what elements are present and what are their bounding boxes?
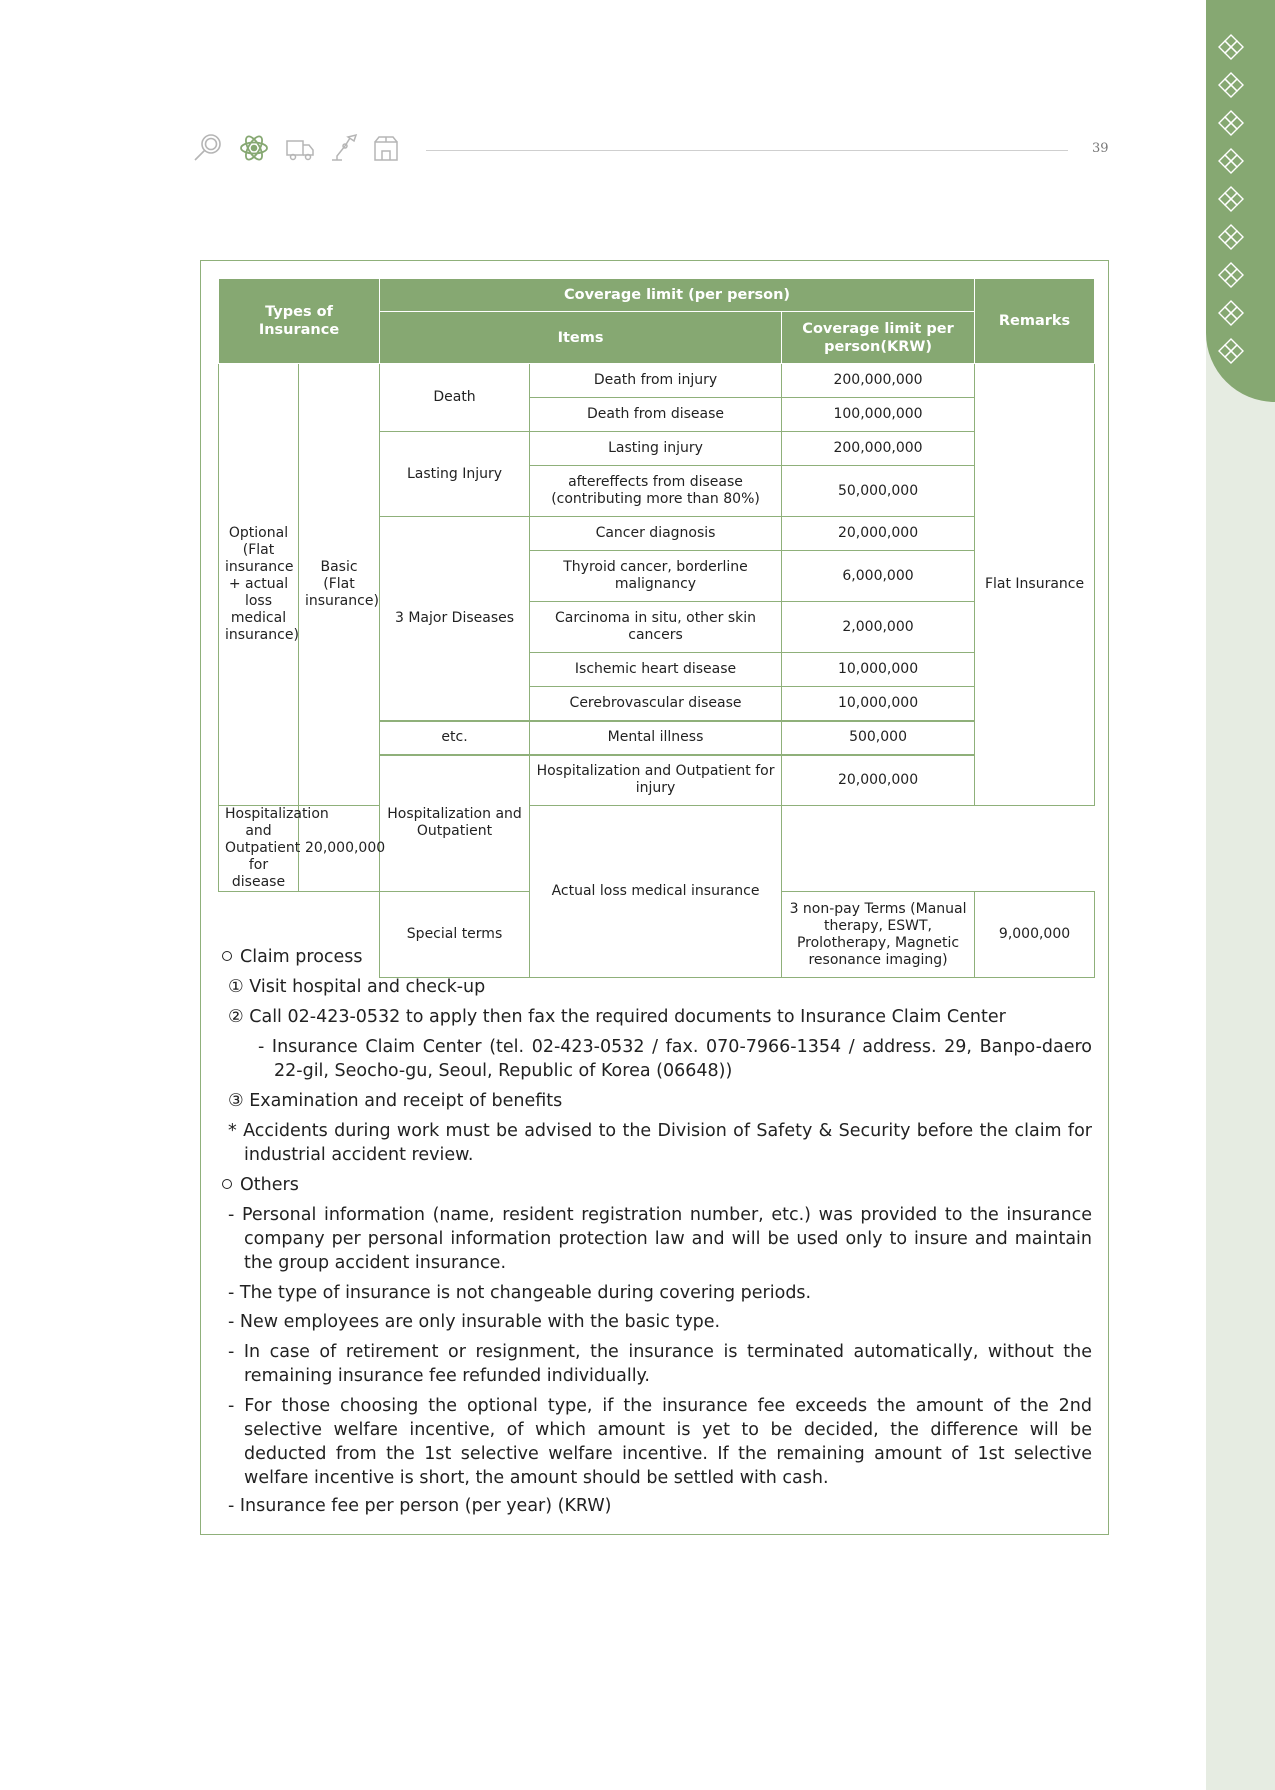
limit-cell: 50,000,000 <box>782 466 975 517</box>
claim-step-3: ③ Examination and receipt of benefits <box>228 1091 563 1111</box>
ornament-icon <box>1218 34 1244 60</box>
header-rule <box>426 150 1068 151</box>
item-cell: Hospitalization and Outpatient for disease <box>219 806 299 892</box>
limit-cell: 6,000,000 <box>782 551 975 602</box>
building-icon <box>370 132 402 164</box>
item-cell: Death from injury <box>530 364 782 398</box>
limit-cell: 9,000,000 <box>975 892 1095 978</box>
ornament-icon <box>1218 224 1244 250</box>
others-item: - Personal information (name, resident registration number, etc.) was provided to the insurance company per personal information protection law and will be used only to insure and maintain the group accident insurance. <box>228 1205 1092 1273</box>
limit-cell: 20,000,000 <box>782 755 975 806</box>
item-cell: Lasting injury <box>530 432 782 466</box>
category-major-diseases: 3 Major Diseases <box>380 517 530 721</box>
ornament-icon <box>1218 262 1244 288</box>
category-lasting-injury: Lasting Injury <box>380 432 530 517</box>
header-coverage-limit-group: Coverage limit (per person) <box>380 279 975 312</box>
circle-bullet-icon <box>222 951 232 961</box>
remark-flat-insurance: Flat Insurance <box>975 364 1095 806</box>
others-item: - New employees are only insurable with the basic type. <box>228 1312 721 1332</box>
ornament-icon <box>1218 186 1244 212</box>
header-items: Items <box>380 312 782 364</box>
header-types-of-insurance: Types of Insurance <box>219 279 380 364</box>
magnifier-icon <box>192 132 224 164</box>
atom-icon <box>238 132 270 164</box>
item-cell: Hospitalization and Outpatient for injury <box>530 755 782 806</box>
item-cell: aftereffects from disease (contributing more than 80%) <box>530 466 782 517</box>
header-remarks: Remarks <box>975 279 1095 364</box>
limit-cell: 20,000,000 <box>782 517 975 551</box>
page-number: 39 <box>1092 141 1109 156</box>
robot-arm-icon <box>328 132 360 164</box>
category-hospitalization: Hospitalization and Outpatient <box>380 755 530 892</box>
limit-cell: 10,000,000 <box>782 687 975 721</box>
item-cell: Cerebrovascular disease <box>530 687 782 721</box>
ornament-icon <box>1218 338 1244 364</box>
claim-step-2: ② Call 02-423-0532 to apply then fax the required documents to Insurance Claim Center <box>228 1007 1006 1027</box>
claim-process-heading: Claim process <box>222 945 1092 969</box>
claim-center-detail: - Insurance Claim Center (tel. 02-423-0532 / fax. 070-7966-1354 / address. 29, Banpo-daero 22-gil, Seocho-gu, Seoul, Republic of Korea (06648)) <box>258 1037 1092 1081</box>
category-death: Death <box>380 364 530 432</box>
others-heading: Others <box>222 1173 1092 1197</box>
limit-cell: 500,000 <box>782 721 975 755</box>
category-special-terms: Special terms <box>380 892 530 978</box>
item-cell: Carcinoma in situ, other skin cancers <box>530 602 782 653</box>
others-item: - Insurance fee per person (per year) (KRW) <box>228 1496 612 1516</box>
circle-bullet-icon <box>222 1179 232 1189</box>
ornament-icon <box>1218 148 1244 174</box>
type-optional: Optional (Flat insurance + actual loss medical insurance) <box>219 364 299 806</box>
item-cell: Mental illness <box>530 721 782 755</box>
limit-cell: 2,000,000 <box>782 602 975 653</box>
accident-note: * Accidents during work must be advised to the Division of Safety & Security before the claim for industrial accident review. <box>228 1121 1092 1165</box>
others-item: - In case of retirement or resignment, the insurance is terminated automatically, without the remaining insurance fee refunded individually. <box>228 1342 1092 1386</box>
truck-icon <box>284 132 316 164</box>
limit-cell: 100,000,000 <box>782 398 975 432</box>
others-item: - The type of insurance is not changeable during covering periods. <box>228 1283 812 1303</box>
type-basic: Basic (Flat insurance) <box>299 364 380 806</box>
insurance-coverage-table <box>218 278 1095 978</box>
others-item: - For those choosing the optional type, if the insurance fee exceeds the amount of the 2nd selective welfare incentive, of which amount is yet to be decided, the difference will be deducted from the 1st selective welfare incentive. If the remaining amount of 1st selective welfare incentive is short, the amount should be settled with cash. <box>228 1396 1092 1488</box>
item-cell: 3 non-pay Terms (Manual therapy, ESWT, Prolotherapy, Magnetic resonance imaging) <box>782 892 975 978</box>
item-cell: Death from disease <box>530 398 782 432</box>
ornament-icon <box>1218 300 1244 326</box>
ornament-icon <box>1218 72 1244 98</box>
header-coverage-limit: Coverage limit per person(KRW) <box>782 312 975 364</box>
category-etc: etc. <box>380 721 530 755</box>
limit-cell: 200,000,000 <box>782 432 975 466</box>
item-cell: Thyroid cancer, borderline malignancy <box>530 551 782 602</box>
item-cell: Ischemic heart disease <box>530 653 782 687</box>
limit-cell: 10,000,000 <box>782 653 975 687</box>
item-cell: Cancer diagnosis <box>530 517 782 551</box>
remark-actual-loss: Actual loss medical insurance <box>530 806 782 978</box>
claim-step-1: ① Visit hospital and check-up <box>228 977 486 997</box>
limit-cell: 20,000,000 <box>299 806 380 892</box>
ornament-icon <box>1218 110 1244 136</box>
limit-cell: 200,000,000 <box>782 364 975 398</box>
